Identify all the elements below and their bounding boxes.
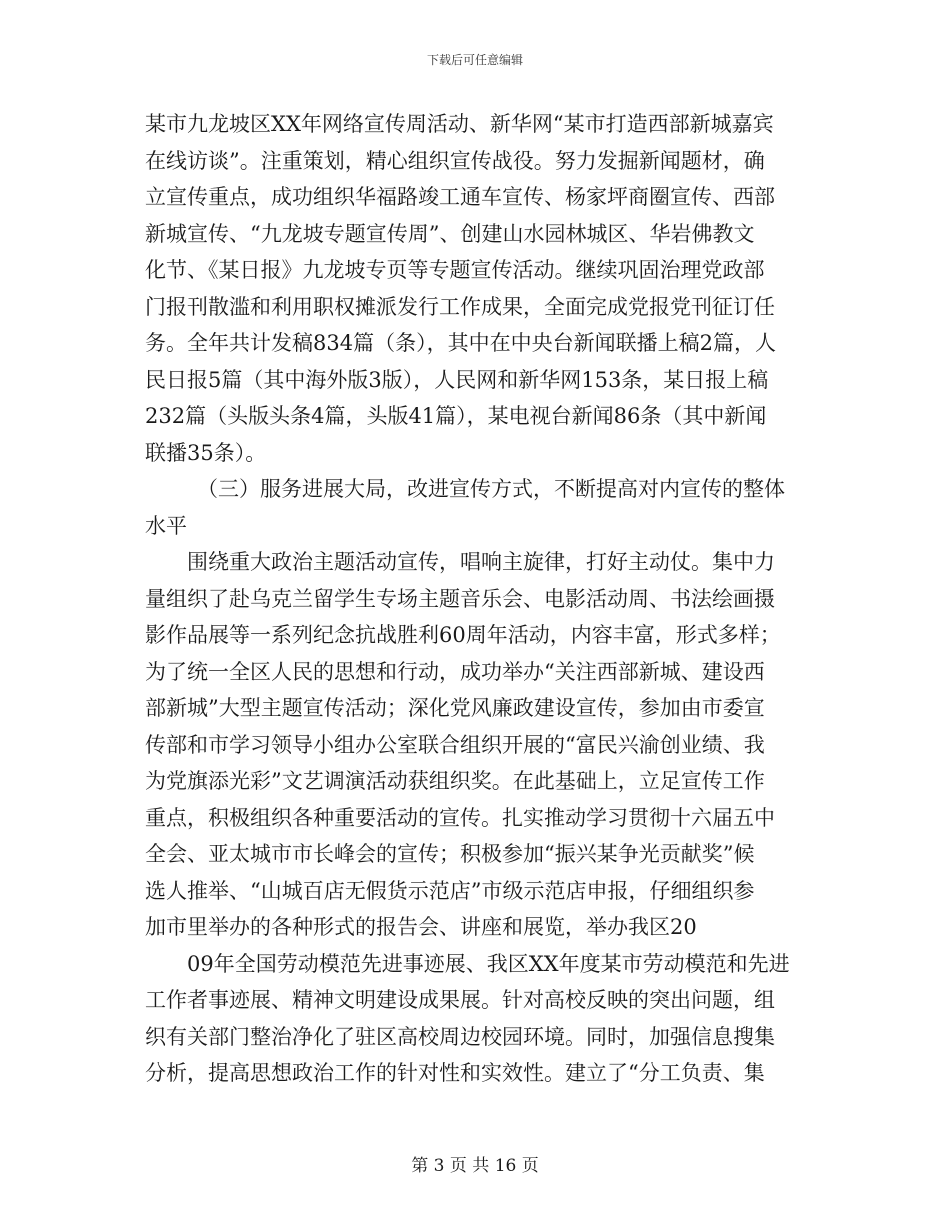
text-line: 为了统一全区人民的思想和行动，成功举办“关注西部新城、建设西: [145, 659, 765, 684]
paragraph-body: [145, 544, 811, 946]
text-line: 传部和市学习领导小组办公室联合组织开展的“富民兴渝创业绩、我: [145, 732, 765, 757]
paragraph-continuation: [145, 106, 811, 471]
heading-line: （三）服务进展大局，改进宣传方式，不断提高对内宣传的整体: [197, 477, 785, 501]
text-line: 全会、亚太城市市长峰会的宣传；积极参加“振兴某争光贡献奖”候: [145, 842, 755, 866]
text-line: 织有关部门整治净化了驻区高校周边校园环境。同时，加强信息搜集: [145, 1024, 775, 1049]
page-number: 第 3 页 共 16 页: [411, 1156, 539, 1176]
heading-line: 水平: [145, 513, 187, 538]
text-line: 围绕重大政治主题活动宣传，唱响主旋律，打好主动仗。集中力: [187, 550, 775, 574]
text-line: 分析，提高思想政治工作的针对性和实效性。建立了“分工负责、集: [145, 1061, 765, 1085]
text-line: 化节、《某日报》九龙坡专页等专题宣传活动。继续巩固治理党政部: [145, 258, 765, 282]
text-line: 联播35条）。: [145, 440, 267, 465]
text-line: 立宣传重点，成功组织华福路竣工通车宣传、杨家坪商圈宣传、西部: [145, 185, 775, 209]
text-line: 09年全国劳动模范先进事迹展、我区XX年度某市劳动模范和先进: [187, 951, 790, 976]
text-line: 工作者事迹展、精神文明建设成果展。针对高校反映的突出问题，组: [145, 988, 775, 1012]
text-line: 量组织了赴乌克兰留学生专场主题音乐会、电影活动周、书法绘画摄: [145, 586, 775, 611]
text-line: 新城宣传、“九龙坡专题宣传周”、创建山水园林城区、华岩佛教文: [145, 221, 755, 246]
text-line: 232篇（头版头条4篇，头版41篇），某电视台新闻86条（其中新闻: [145, 404, 767, 428]
page-header-note: 下载后可任意编辑: [426, 53, 523, 67]
section-heading: [145, 471, 811, 544]
text-line: 在线访谈”。注重策划，精心组织宣传战役。努力发掘新闻题材，确: [145, 148, 765, 173]
text-line: 民日报5篇（其中海外版3版），人民网和新华网153条，某日报上稿: [145, 367, 769, 392]
text-line: 选人推举、“山城百店无假货示范店”市级示范店申报，仔细组织参: [145, 878, 755, 903]
text-line: 务。全年共计发稿834篇（条），其中在中央台新闻联播上稿2篇，人: [145, 331, 776, 355]
text-line: 部新城”大型主题宣传活动；深化党风廉政建设宣传，参加由市委宣: [145, 696, 765, 720]
text-line: 影作品展等一系列纪念抗战胜利60周年活动，内容丰富，形式多样；: [145, 623, 781, 647]
text-line: 为党旗添光彩”文艺调演活动获组织奖。在此基础上，立足宣传工作: [145, 769, 765, 793]
text-line: 重点，积极组织各种重要活动的宣传。扎实推动学习贯彻十六届五中: [145, 805, 775, 830]
text-line: 加市里举办的各种形式的报告会、讲座和展览，举办我区20: [145, 915, 697, 939]
text-line: 某市九龙坡区XX年网络宣传周活动、新华网“某市打造西部新城嘉宾: [145, 112, 774, 136]
text-line: 门报刊散滥和利用职权摊派发行工作成果，全面完成党报党刊征订任: [145, 294, 775, 319]
paragraph-body: [145, 946, 811, 1092]
document-body: [145, 106, 811, 1092]
